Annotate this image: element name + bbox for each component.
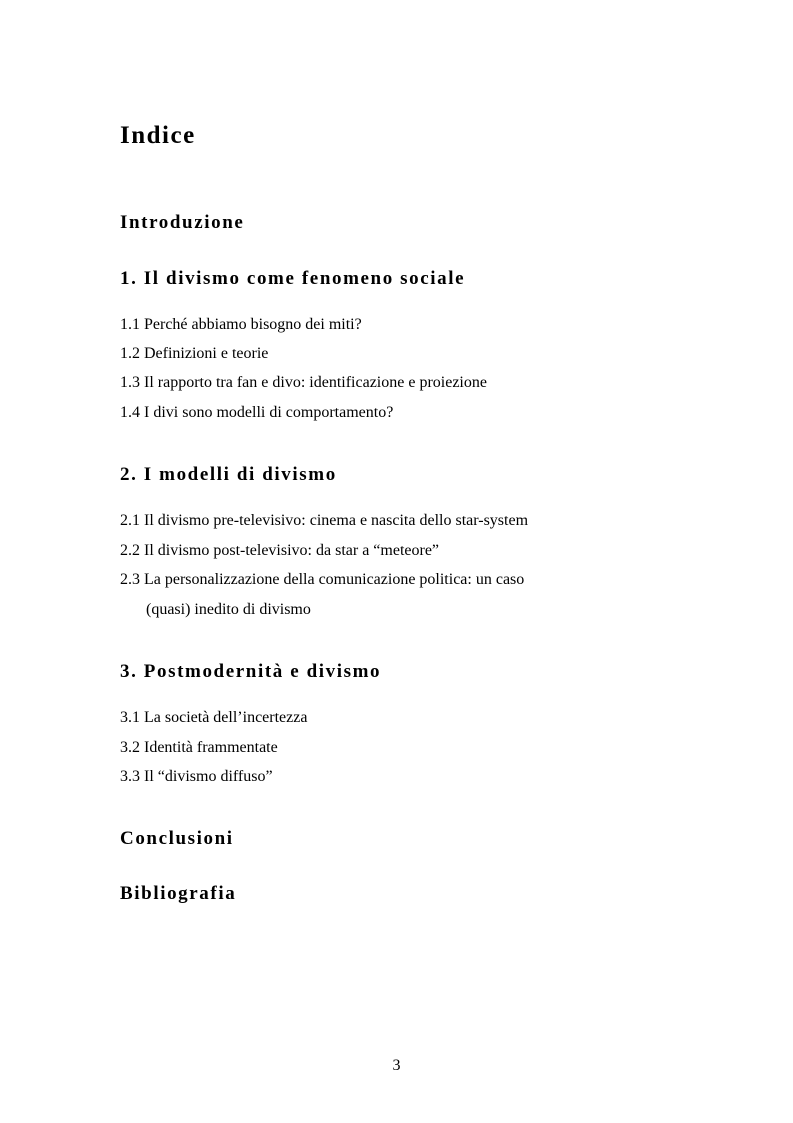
toc-heading-chapter-3: 3. Postmodernità e divismo <box>120 661 382 682</box>
toc-entry-1-2: 1.2 Definizioni e teorie <box>120 345 269 362</box>
toc-entry-3-2: 3.2 Identità frammentate <box>120 739 278 756</box>
toc-entry-1-3: 1.3 Il rapporto tra fan e divo: identificazione e proiezione <box>120 374 487 391</box>
page-title: Indice <box>120 122 196 149</box>
toc-heading-bibliography: Bibliografia <box>120 883 237 904</box>
toc-entry-1-4: 1.4 I divi sono modelli di comportamento? <box>120 404 394 421</box>
page-number: 3 <box>392 1057 401 1074</box>
toc-entry-1-1: 1.1 Perché abbiamo bisogno dei miti? <box>120 316 362 333</box>
toc-heading-chapter-1: 1. Il divismo come fenomeno sociale <box>120 268 466 289</box>
toc-entry-3-1: 3.1 La società dell’incertezza <box>120 709 308 726</box>
toc-heading-chapter-2: 2. I modelli di divismo <box>120 464 337 485</box>
toc-entry-2-3: 2.3 La personalizzazione della comunicazione politica: un caso <box>120 571 525 588</box>
toc-heading-conclusions: Conclusioni <box>120 828 234 849</box>
toc-entry-2-1: 2.1 Il divismo pre-televisivo: cinema e nascita dello star-system <box>120 512 529 529</box>
toc-heading-introduction: Introduzione <box>120 212 245 233</box>
toc-entry-2-2: 2.2 Il divismo post-televisivo: da star a “meteore” <box>120 542 440 559</box>
toc-entry-2-3-continued: (quasi) inedito di divismo <box>146 601 311 618</box>
toc-entry-3-3: 3.3 Il “divismo diffuso” <box>120 768 273 785</box>
